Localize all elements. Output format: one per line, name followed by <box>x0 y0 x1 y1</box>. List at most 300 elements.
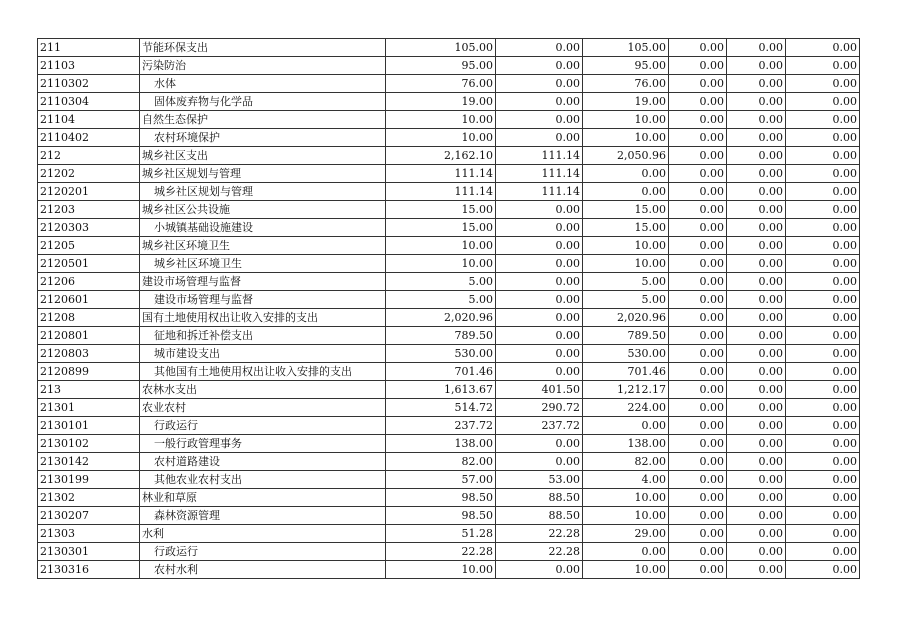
subject-name-text: 其他国有土地使用权出让收入安排的支出 <box>154 365 352 378</box>
amount-cell: 0.00 <box>583 543 669 561</box>
subject-name-cell <box>140 165 386 183</box>
amount-cell: 0.00 <box>669 453 727 471</box>
subject-name-text: 一般行政管理事务 <box>154 437 242 450</box>
amount-cell: 0.00 <box>786 561 860 579</box>
amount-cell: 0.00 <box>786 129 860 147</box>
subject-code-cell: 21303 <box>38 525 140 543</box>
subject-code-cell: 2130207 <box>38 507 140 525</box>
amount-cell: 0.00 <box>669 507 727 525</box>
amount-cell: 0.00 <box>669 525 727 543</box>
amount-cell: 10.00 <box>386 111 496 129</box>
amount-cell: 111.14 <box>496 147 583 165</box>
subject-name-text: 农业农村 <box>142 401 186 414</box>
amount-cell: 29.00 <box>583 525 669 543</box>
subject-code-cell: 2120601 <box>38 291 140 309</box>
amount-cell: 2,020.96 <box>386 309 496 327</box>
subject-name-cell <box>140 435 386 453</box>
amount-cell: 0.00 <box>496 93 583 111</box>
amount-cell: 0.00 <box>496 561 583 579</box>
subject-name-text: 建设市场管理与监督 <box>154 293 253 306</box>
subject-name-cell <box>140 273 386 291</box>
amount-cell: 0.00 <box>496 309 583 327</box>
amount-cell: 0.00 <box>669 291 727 309</box>
amount-cell: 0.00 <box>786 111 860 129</box>
amount-cell: 22.28 <box>386 543 496 561</box>
amount-cell: 0.00 <box>786 453 860 471</box>
amount-cell: 22.28 <box>496 543 583 561</box>
amount-cell: 0.00 <box>727 435 786 453</box>
amount-cell: 0.00 <box>727 75 786 93</box>
amount-cell: 0.00 <box>496 111 583 129</box>
table-row <box>38 219 860 237</box>
subject-code-cell: 2120899 <box>38 363 140 381</box>
amount-cell: 5.00 <box>386 291 496 309</box>
amount-cell: 401.50 <box>496 381 583 399</box>
table-row <box>38 543 860 561</box>
amount-cell: 0.00 <box>496 363 583 381</box>
amount-cell: 0.00 <box>727 39 786 57</box>
table-row <box>38 165 860 183</box>
amount-cell: 15.00 <box>583 201 669 219</box>
amount-cell: 0.00 <box>727 381 786 399</box>
subject-code-cell: 21208 <box>38 309 140 327</box>
amount-cell: 0.00 <box>786 543 860 561</box>
amount-cell: 514.72 <box>386 399 496 417</box>
table-row <box>38 453 860 471</box>
subject-name-cell <box>140 183 386 201</box>
subject-code-cell: 2110402 <box>38 129 140 147</box>
amount-cell: 0.00 <box>669 327 727 345</box>
subject-name-text: 水利 <box>142 527 164 540</box>
subject-name-text: 城市建设支出 <box>154 347 220 360</box>
subject-code-cell: 2120801 <box>38 327 140 345</box>
amount-cell: 0.00 <box>786 39 860 57</box>
amount-cell: 0.00 <box>669 417 727 435</box>
amount-cell: 0.00 <box>786 435 860 453</box>
amount-cell: 111.14 <box>496 165 583 183</box>
amount-cell: 82.00 <box>583 453 669 471</box>
subject-name-text: 污染防治 <box>142 59 186 72</box>
subject-code-cell: 21104 <box>38 111 140 129</box>
amount-cell: 0.00 <box>496 255 583 273</box>
amount-cell: 95.00 <box>386 57 496 75</box>
amount-cell: 0.00 <box>496 291 583 309</box>
subject-code-cell: 2130199 <box>38 471 140 489</box>
subject-code-cell: 2130301 <box>38 543 140 561</box>
amount-cell: 5.00 <box>583 291 669 309</box>
amount-cell: 88.50 <box>496 489 583 507</box>
amount-cell: 0.00 <box>669 363 727 381</box>
amount-cell: 111.14 <box>386 183 496 201</box>
subject-name-cell <box>140 543 386 561</box>
amount-cell: 10.00 <box>583 111 669 129</box>
subject-name-cell <box>140 291 386 309</box>
amount-cell: 95.00 <box>583 57 669 75</box>
amount-cell: 0.00 <box>786 147 860 165</box>
table-row <box>38 93 860 111</box>
subject-name-text: 国有土地使用权出让收入安排的支出 <box>142 311 318 324</box>
amount-cell: 5.00 <box>386 273 496 291</box>
subject-code-cell: 2110302 <box>38 75 140 93</box>
subject-name-text: 城乡社区规划与管理 <box>154 185 253 198</box>
amount-cell: 0.00 <box>496 435 583 453</box>
subject-name-text: 农村环境保护 <box>154 131 220 144</box>
amount-cell: 0.00 <box>727 93 786 111</box>
amount-cell: 0.00 <box>786 363 860 381</box>
amount-cell: 57.00 <box>386 471 496 489</box>
table-body <box>38 39 860 579</box>
amount-cell: 111.14 <box>496 183 583 201</box>
amount-cell: 0.00 <box>786 255 860 273</box>
subject-name-text: 其他农业农村支出 <box>154 473 242 486</box>
amount-cell: 19.00 <box>583 93 669 111</box>
amount-cell: 701.46 <box>386 363 496 381</box>
amount-cell: 0.00 <box>727 219 786 237</box>
subject-name-text: 城乡社区环境卫生 <box>142 239 230 252</box>
subject-name-cell <box>140 129 386 147</box>
amount-cell: 10.00 <box>583 129 669 147</box>
amount-cell: 0.00 <box>727 147 786 165</box>
amount-cell: 0.00 <box>727 111 786 129</box>
amount-cell: 4.00 <box>583 471 669 489</box>
amount-cell: 0.00 <box>669 75 727 93</box>
amount-cell: 10.00 <box>583 237 669 255</box>
amount-cell: 0.00 <box>786 291 860 309</box>
amount-cell: 0.00 <box>786 237 860 255</box>
amount-cell: 0.00 <box>727 255 786 273</box>
subject-name-text: 城乡社区规划与管理 <box>142 167 241 180</box>
amount-cell: 0.00 <box>727 273 786 291</box>
amount-cell: 10.00 <box>386 255 496 273</box>
table-row <box>38 57 860 75</box>
amount-cell: 0.00 <box>786 183 860 201</box>
subject-name-text: 征地和拆迁补偿支出 <box>154 329 253 342</box>
table-row <box>38 255 860 273</box>
amount-cell: 0.00 <box>786 489 860 507</box>
amount-cell: 0.00 <box>669 183 727 201</box>
table-row <box>38 417 860 435</box>
amount-cell: 0.00 <box>669 39 727 57</box>
subject-code-cell: 212 <box>38 147 140 165</box>
amount-cell: 0.00 <box>727 309 786 327</box>
subject-name-cell <box>140 201 386 219</box>
amount-cell: 0.00 <box>786 471 860 489</box>
amount-cell: 138.00 <box>583 435 669 453</box>
amount-cell: 0.00 <box>669 255 727 273</box>
amount-cell: 105.00 <box>386 39 496 57</box>
amount-cell: 76.00 <box>583 75 669 93</box>
amount-cell: 0.00 <box>727 453 786 471</box>
amount-cell: 138.00 <box>386 435 496 453</box>
amount-cell: 0.00 <box>496 219 583 237</box>
subject-name-cell <box>140 39 386 57</box>
amount-cell: 0.00 <box>727 363 786 381</box>
subject-name-cell <box>140 327 386 345</box>
subject-name-cell <box>140 399 386 417</box>
subject-code-cell: 2120303 <box>38 219 140 237</box>
subject-code-cell: 21206 <box>38 273 140 291</box>
table-row <box>38 399 860 417</box>
amount-cell: 15.00 <box>583 219 669 237</box>
subject-name-cell <box>140 111 386 129</box>
amount-cell: 10.00 <box>386 237 496 255</box>
subject-code-cell: 2130101 <box>38 417 140 435</box>
amount-cell: 0.00 <box>727 345 786 363</box>
subject-name-text: 行政运行 <box>154 419 198 432</box>
subject-name-cell <box>140 381 386 399</box>
amount-cell: 98.50 <box>386 489 496 507</box>
amount-cell: 0.00 <box>786 417 860 435</box>
amount-cell: 0.00 <box>583 183 669 201</box>
amount-cell: 0.00 <box>496 345 583 363</box>
amount-cell: 98.50 <box>386 507 496 525</box>
subject-name-text: 农村水利 <box>154 563 198 576</box>
subject-name-cell <box>140 561 386 579</box>
amount-cell: 19.00 <box>386 93 496 111</box>
amount-cell: 0.00 <box>727 543 786 561</box>
subject-code-cell: 21302 <box>38 489 140 507</box>
table-row <box>38 201 860 219</box>
subject-name-text: 行政运行 <box>154 545 198 558</box>
amount-cell: 5.00 <box>583 273 669 291</box>
amount-cell: 0.00 <box>496 237 583 255</box>
amount-cell: 0.00 <box>786 507 860 525</box>
amount-cell: 789.50 <box>386 327 496 345</box>
subject-code-cell: 21203 <box>38 201 140 219</box>
table-row <box>38 471 860 489</box>
subject-code-cell: 2120201 <box>38 183 140 201</box>
amount-cell: 224.00 <box>583 399 669 417</box>
subject-code-cell: 21205 <box>38 237 140 255</box>
subject-name-cell <box>140 93 386 111</box>
subject-name-cell <box>140 75 386 93</box>
amount-cell: 0.00 <box>786 327 860 345</box>
table-row <box>38 525 860 543</box>
table-row <box>38 237 860 255</box>
amount-cell: 0.00 <box>786 525 860 543</box>
amount-cell: 1,212.17 <box>583 381 669 399</box>
amount-cell: 0.00 <box>669 435 727 453</box>
amount-cell: 0.00 <box>727 201 786 219</box>
amount-cell: 2,020.96 <box>583 309 669 327</box>
subject-code-cell: 213 <box>38 381 140 399</box>
amount-cell: 0.00 <box>669 273 727 291</box>
amount-cell: 0.00 <box>786 399 860 417</box>
amount-cell: 0.00 <box>786 273 860 291</box>
table-row <box>38 327 860 345</box>
amount-cell: 0.00 <box>727 237 786 255</box>
subject-code-cell: 2130316 <box>38 561 140 579</box>
table-row <box>38 507 860 525</box>
amount-cell: 0.00 <box>583 417 669 435</box>
amount-cell: 0.00 <box>727 507 786 525</box>
subject-name-text: 林业和草原 <box>142 491 197 504</box>
subject-name-text: 建设市场管理与监督 <box>142 275 241 288</box>
amount-cell: 0.00 <box>496 75 583 93</box>
amount-cell: 1,613.67 <box>386 381 496 399</box>
table-row <box>38 381 860 399</box>
amount-cell: 0.00 <box>727 165 786 183</box>
amount-cell: 0.00 <box>727 489 786 507</box>
subject-code-cell: 21202 <box>38 165 140 183</box>
amount-cell: 105.00 <box>583 39 669 57</box>
amount-cell: 53.00 <box>496 471 583 489</box>
subject-code-cell: 21301 <box>38 399 140 417</box>
amount-cell: 0.00 <box>786 381 860 399</box>
amount-cell: 76.00 <box>386 75 496 93</box>
amount-cell: 10.00 <box>386 129 496 147</box>
table-row <box>38 309 860 327</box>
table-row <box>38 111 860 129</box>
subject-name-cell <box>140 57 386 75</box>
subject-name-cell <box>140 471 386 489</box>
amount-cell: 0.00 <box>669 57 727 75</box>
amount-cell: 88.50 <box>496 507 583 525</box>
amount-cell: 0.00 <box>727 525 786 543</box>
subject-code-cell: 2120803 <box>38 345 140 363</box>
amount-cell: 0.00 <box>727 129 786 147</box>
amount-cell: 0.00 <box>786 165 860 183</box>
amount-cell: 789.50 <box>583 327 669 345</box>
table-row <box>38 345 860 363</box>
subject-name-cell <box>140 309 386 327</box>
amount-cell: 10.00 <box>583 561 669 579</box>
amount-cell: 0.00 <box>786 93 860 111</box>
table-row <box>38 147 860 165</box>
amount-cell: 0.00 <box>786 75 860 93</box>
subject-code-cell: 2130102 <box>38 435 140 453</box>
table-row <box>38 129 860 147</box>
amount-cell: 0.00 <box>496 453 583 471</box>
subject-name-text: 农村道路建设 <box>154 455 220 468</box>
amount-cell: 290.72 <box>496 399 583 417</box>
amount-cell: 0.00 <box>669 165 727 183</box>
amount-cell: 0.00 <box>669 489 727 507</box>
subject-name-text: 城乡社区公共设施 <box>142 203 230 216</box>
amount-cell: 0.00 <box>669 219 727 237</box>
subject-name-cell <box>140 489 386 507</box>
table-row <box>38 273 860 291</box>
amount-cell: 0.00 <box>496 273 583 291</box>
subject-name-text: 城乡社区环境卫生 <box>154 257 242 270</box>
subject-name-cell <box>140 453 386 471</box>
amount-cell: 0.00 <box>669 381 727 399</box>
subject-name-text: 森林资源管理 <box>154 509 220 522</box>
subject-code-cell: 21103 <box>38 57 140 75</box>
subject-name-text: 节能环保支出 <box>142 41 208 54</box>
amount-cell: 0.00 <box>727 399 786 417</box>
amount-cell: 0.00 <box>669 111 727 129</box>
amount-cell: 0.00 <box>727 471 786 489</box>
subject-name-text: 水体 <box>154 77 176 90</box>
amount-cell: 0.00 <box>669 147 727 165</box>
amount-cell: 0.00 <box>786 309 860 327</box>
amount-cell: 701.46 <box>583 363 669 381</box>
subject-code-cell: 2110304 <box>38 93 140 111</box>
table-row <box>38 489 860 507</box>
amount-cell: 0.00 <box>727 57 786 75</box>
table-row <box>38 561 860 579</box>
subject-code-cell: 2130142 <box>38 453 140 471</box>
amount-cell: 2,050.96 <box>583 147 669 165</box>
subject-name-text: 农林水支出 <box>142 383 197 396</box>
amount-cell: 0.00 <box>786 201 860 219</box>
table-row <box>38 363 860 381</box>
amount-cell: 0.00 <box>669 543 727 561</box>
amount-cell: 0.00 <box>669 399 727 417</box>
amount-cell: 0.00 <box>786 345 860 363</box>
budget-table <box>37 38 860 579</box>
table-row <box>38 291 860 309</box>
subject-name-cell <box>140 219 386 237</box>
table-row <box>38 75 860 93</box>
amount-cell: 0.00 <box>727 417 786 435</box>
amount-cell: 10.00 <box>583 489 669 507</box>
amount-cell: 0.00 <box>727 291 786 309</box>
amount-cell: 0.00 <box>669 471 727 489</box>
subject-name-cell <box>140 255 386 273</box>
subject-name-cell <box>140 417 386 435</box>
amount-cell: 0.00 <box>583 165 669 183</box>
amount-cell: 10.00 <box>386 561 496 579</box>
amount-cell: 237.72 <box>386 417 496 435</box>
table-row <box>38 435 860 453</box>
amount-cell: 51.28 <box>386 525 496 543</box>
amount-cell: 0.00 <box>496 129 583 147</box>
amount-cell: 0.00 <box>669 309 727 327</box>
subject-code-cell: 211 <box>38 39 140 57</box>
amount-cell: 22.28 <box>496 525 583 543</box>
table-row <box>38 183 860 201</box>
amount-cell: 0.00 <box>496 39 583 57</box>
amount-cell: 0.00 <box>669 237 727 255</box>
subject-name-cell <box>140 507 386 525</box>
amount-cell: 0.00 <box>727 183 786 201</box>
amount-cell: 15.00 <box>386 201 496 219</box>
amount-cell: 2,162.10 <box>386 147 496 165</box>
subject-name-text: 自然生态保护 <box>142 113 208 126</box>
amount-cell: 0.00 <box>496 57 583 75</box>
amount-cell: 237.72 <box>496 417 583 435</box>
amount-cell: 530.00 <box>583 345 669 363</box>
amount-cell: 10.00 <box>583 507 669 525</box>
amount-cell: 15.00 <box>386 219 496 237</box>
amount-cell: 0.00 <box>669 201 727 219</box>
amount-cell: 0.00 <box>669 561 727 579</box>
subject-name-cell <box>140 147 386 165</box>
amount-cell: 0.00 <box>496 201 583 219</box>
amount-cell: 0.00 <box>727 327 786 345</box>
amount-cell: 0.00 <box>669 345 727 363</box>
amount-cell: 111.14 <box>386 165 496 183</box>
amount-cell: 10.00 <box>583 255 669 273</box>
subject-name-text: 城乡社区支出 <box>142 149 208 162</box>
subject-name-cell <box>140 345 386 363</box>
amount-cell: 530.00 <box>386 345 496 363</box>
subject-name-cell <box>140 525 386 543</box>
subject-name-cell <box>140 363 386 381</box>
amount-cell: 0.00 <box>496 327 583 345</box>
amount-cell: 0.00 <box>669 129 727 147</box>
amount-cell: 0.00 <box>727 561 786 579</box>
table-row <box>38 39 860 57</box>
amount-cell: 82.00 <box>386 453 496 471</box>
amount-cell: 0.00 <box>786 57 860 75</box>
subject-code-cell: 2120501 <box>38 255 140 273</box>
subject-name-text: 固体废弃物与化学品 <box>154 95 253 108</box>
amount-cell: 0.00 <box>669 93 727 111</box>
amount-cell: 0.00 <box>786 219 860 237</box>
